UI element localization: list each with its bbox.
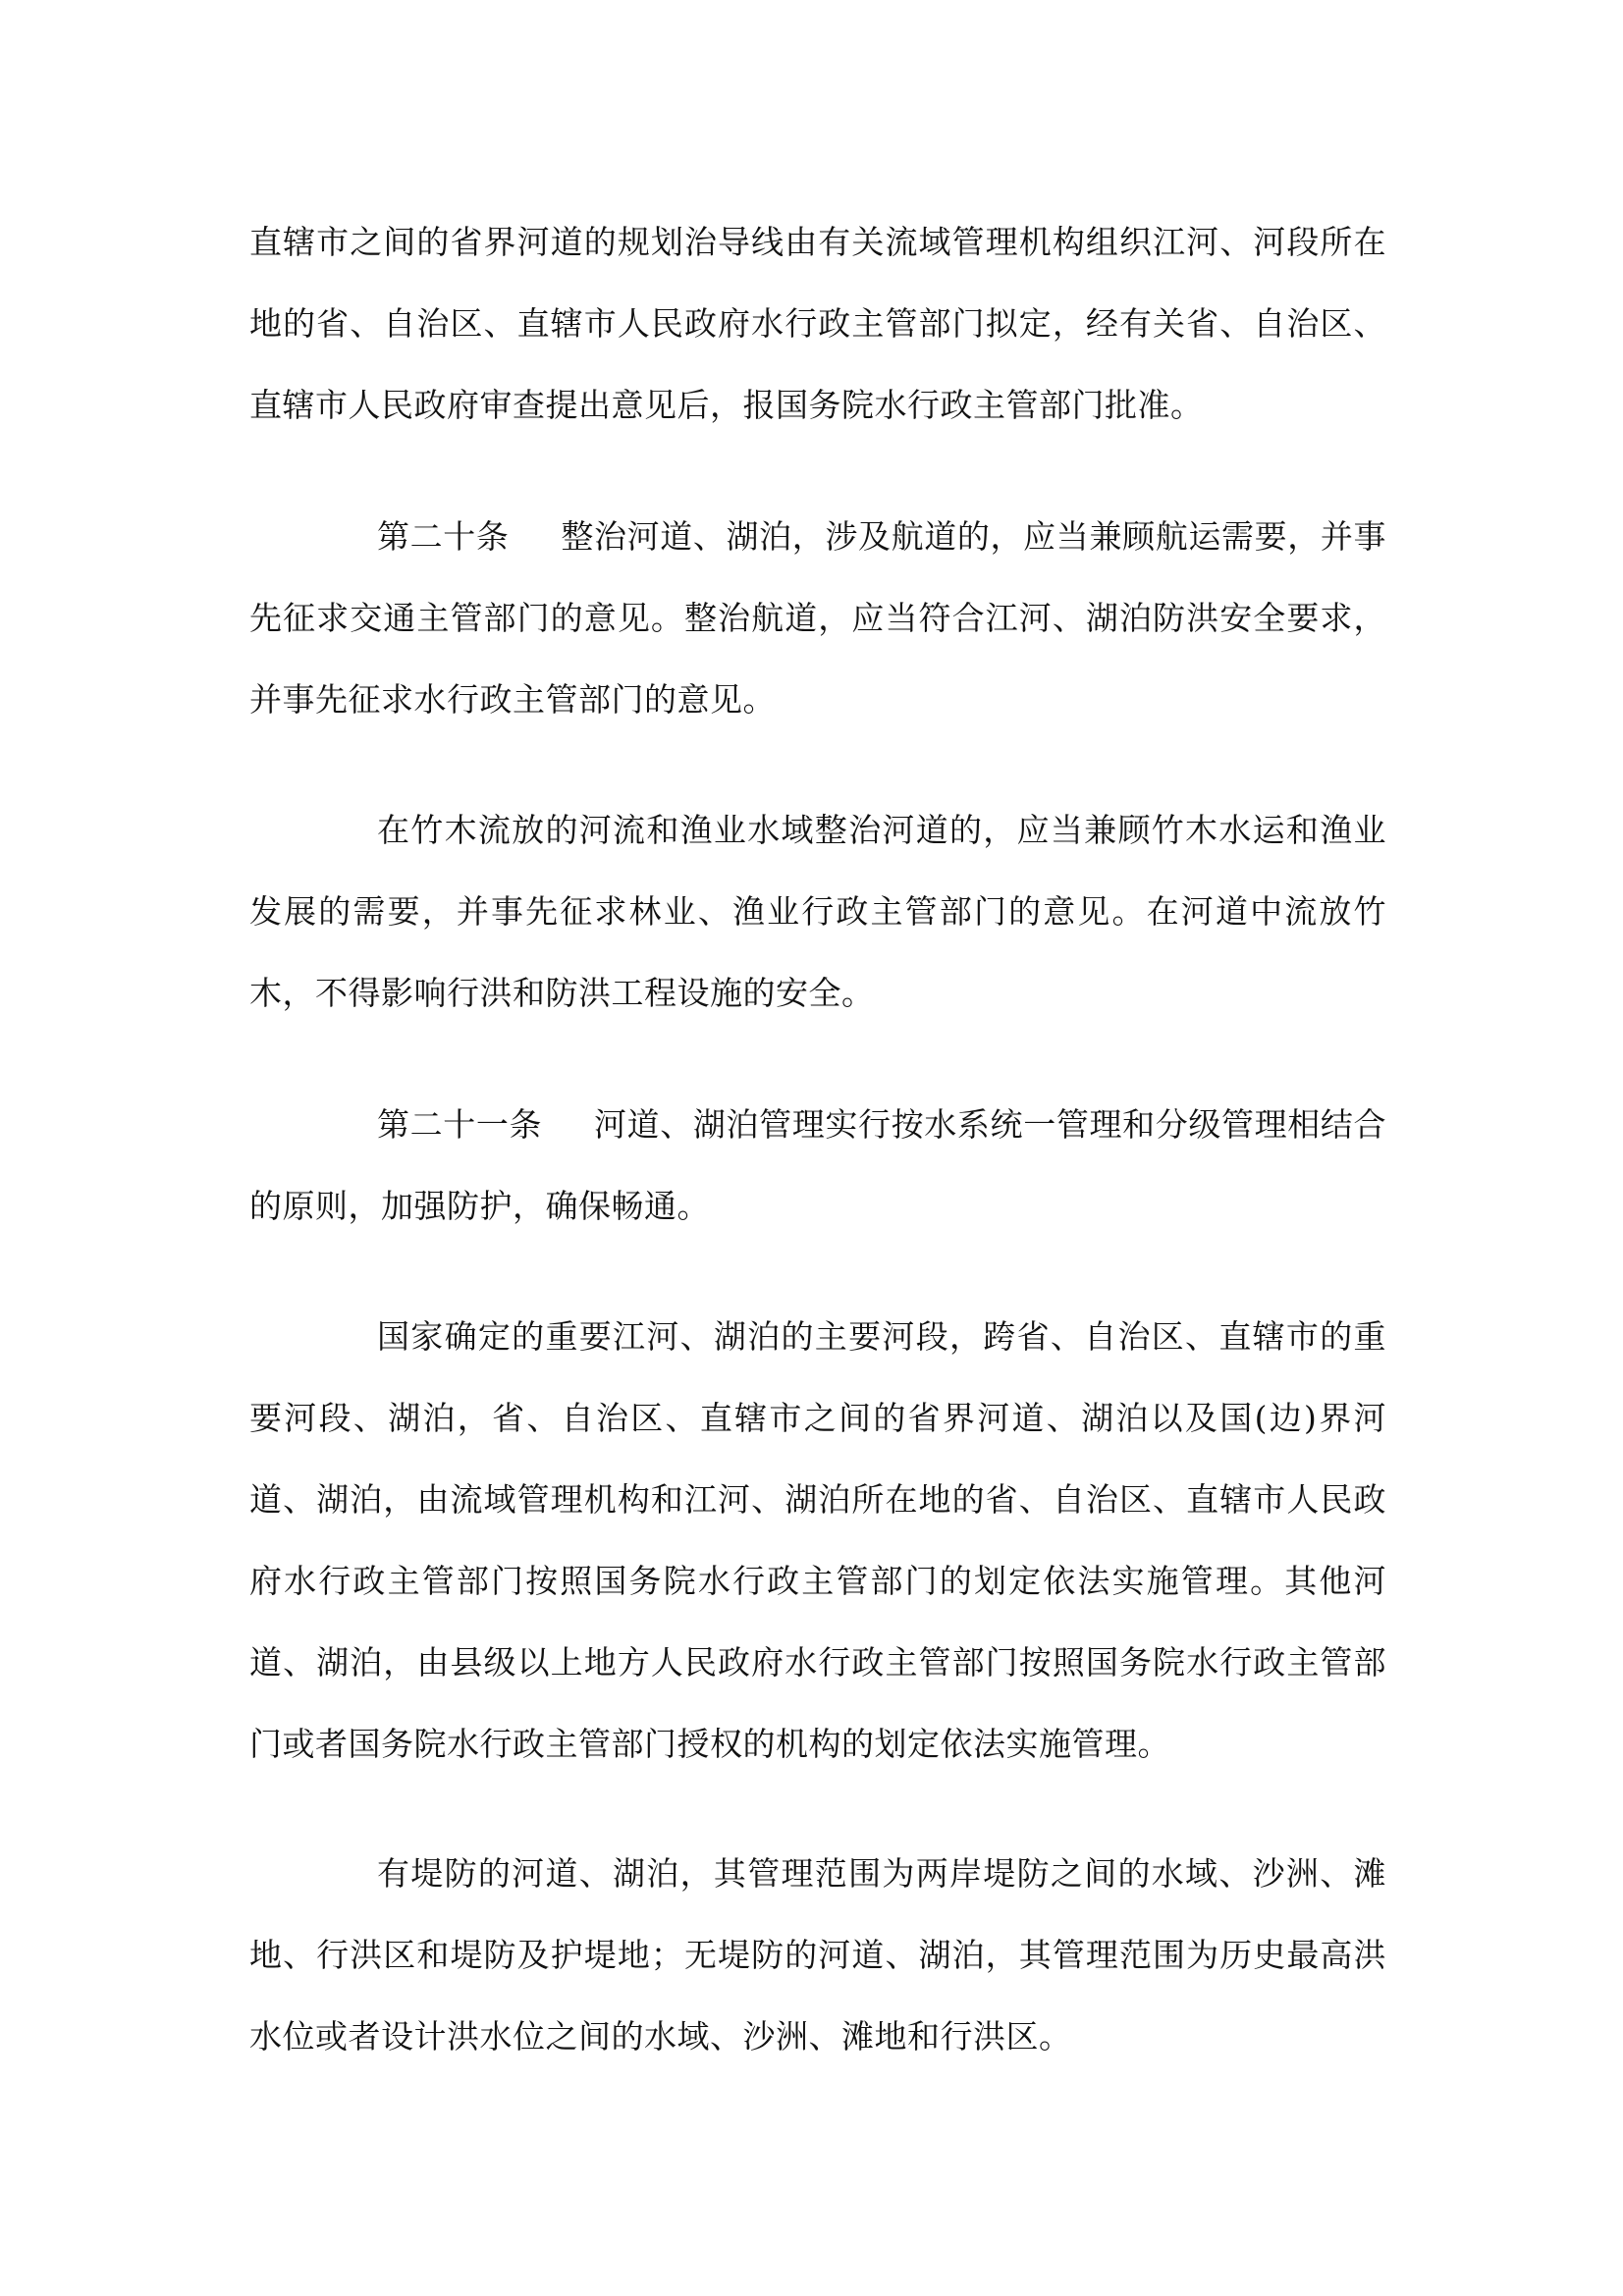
paragraph-text: 有堤防的河道、湖泊，其管理范围为两岸堤防之间的水域、沙洲、滩地、行洪区和堤防及护堤地；无堤防的河道、湖泊，其管理范围为历史最高洪水位或者设计洪水位之间的水域、沙洲、滩地和行洪区。 [249,1854,1386,2056]
paragraph-management-scope [249,1833,1386,2077]
paragraph-text: 在竹木流放的河流和渔业水域整治河道的，应当兼顾竹木水运和渔业发展的需要，并事先征求林业、渔业行政主管部门的意见。在河道中流放竹木，不得影响行洪和防洪工程设施的安全。 [249,811,1386,1012]
paragraph-continuation [249,201,1386,446]
article-number: 第二十条 [377,517,510,556]
paragraph-text: 整治河道、湖泊，涉及航道的，应当兼顾航运需要，并事先征求交通主管部门的意见。整治航道，应当符合江河、湖泊防洪安全要求，并事先征求水行政主管部门的意见。 [249,517,1387,719]
paragraph-article-20 [249,496,1386,740]
paragraph-bamboo-floating [249,789,1386,1034]
paragraph-article-21 [249,1084,1386,1247]
paragraph-management-jurisdiction [249,1296,1386,1785]
article-number: 第二十一条 [377,1105,543,1144]
paragraph-text: 河道、湖泊管理实行按水系统一管理和分级管理相结合的原则，加强防护，确保畅通。 [249,1105,1387,1225]
paragraph-text: 直辖市之间的省界河道的规划治导线由有关流域管理机构组织江河、河段所在地的省、自治区、直辖市人民政府水行政主管部门拟定，经有关省、自治区、直辖市人民政府审查提出意见后，报国务院水行政主管部门批准。 [249,223,1386,424]
paragraph-text: 国家确定的重要江河、湖泊的主要河段，跨省、自治区、直辖市的重要河段、湖泊，省、自治区、直辖市之间的省界河道、湖泊以及国(边)界河道、湖泊，由流域管理机构和江河、湖泊所在地的省、自治区、直辖市人民政府水行政主管部门按照国务院水行政主管部门的划定依法实施管理。其他河道、湖泊，由县级以上地方人民政府水行政主管部门按照国务院水行政主管部门或者国务院水行政主管部门授权的机构的划定依法实施管理。 [249,1317,1386,1763]
